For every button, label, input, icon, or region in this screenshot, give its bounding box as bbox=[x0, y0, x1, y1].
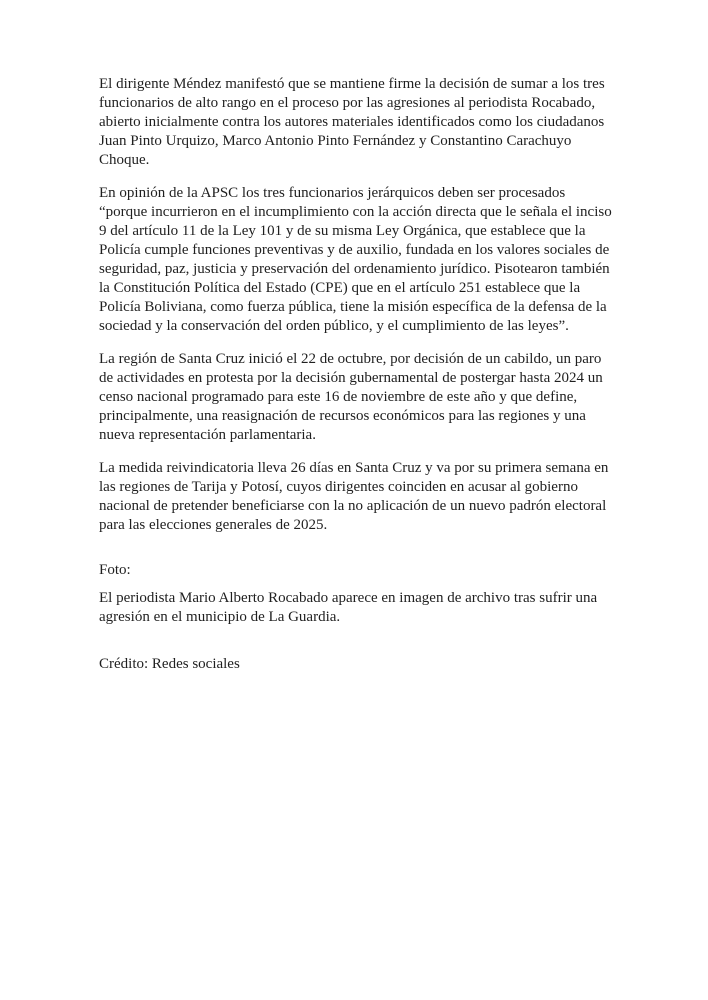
photo-caption: El periodista Mario Alberto Rocabado aparece en imagen de archivo tras sufrir una agresión en el municipio de La Guardia. bbox=[99, 590, 598, 625]
photo-credit: Crédito: Redes sociales bbox=[99, 656, 240, 672]
photo-label: Foto: bbox=[99, 562, 131, 578]
article-paragraph-2: En opinión de la APSC los tres funcionarios jerárquicos deben ser procesados “porque incurrieron en el incumplimiento con la acción directa que le señala el inciso 9 del artículo 11 de la Ley 101 y de su misma Ley Orgánica, que establece que la Policía cumple funciones preventivas y de auxilio, fundada en los valores sociales de seguridad, paz, justicia y preservación del ordenamiento jurídico. Pisotearon también la Constitución Política del Estado (CPE) que en el artículo 251 establece que la Policía Boliviana, como fuerza pública, tiene la misión específica de la defensa de la sociedad y la conservación del orden público, y el cumplimiento de las leyes”. bbox=[99, 185, 612, 334]
article-paragraph-3: La región de Santa Cruz inició el 22 de octubre, por decisión de un cabildo, un paro de actividades en protesta por la decisión gubernamental de postergar hasta 2024 un censo nacional programado para este 16 de noviembre de este año y que define, principalmente, una reasignación de recursos económicos para las regiones y una nueva representación parlamentaria. bbox=[99, 351, 603, 443]
article-paragraph-4: La medida reivindicatoria lleva 26 días en Santa Cruz y va por su primera semana en las regiones de Tarija y Potosí, cuyos dirigentes coinciden en acusar al gobierno nacional de pretender beneficiarse con la no aplicación de un nuevo padrón electoral para las elecciones generales de 2025. bbox=[99, 460, 609, 533]
article-paragraph-1: El dirigente Méndez manifestó que se mantiene firme la decisión de sumar a los tres funcionarios de alto rango en el proceso por las agresiones al periodista Rocabado, abierto inicialmente contra los autores materiales identificados como los ciudadanos Juan Pinto Urquizo, Marco Antonio Pinto Fernández y Constantino Carachuyo Choque. bbox=[99, 76, 605, 168]
